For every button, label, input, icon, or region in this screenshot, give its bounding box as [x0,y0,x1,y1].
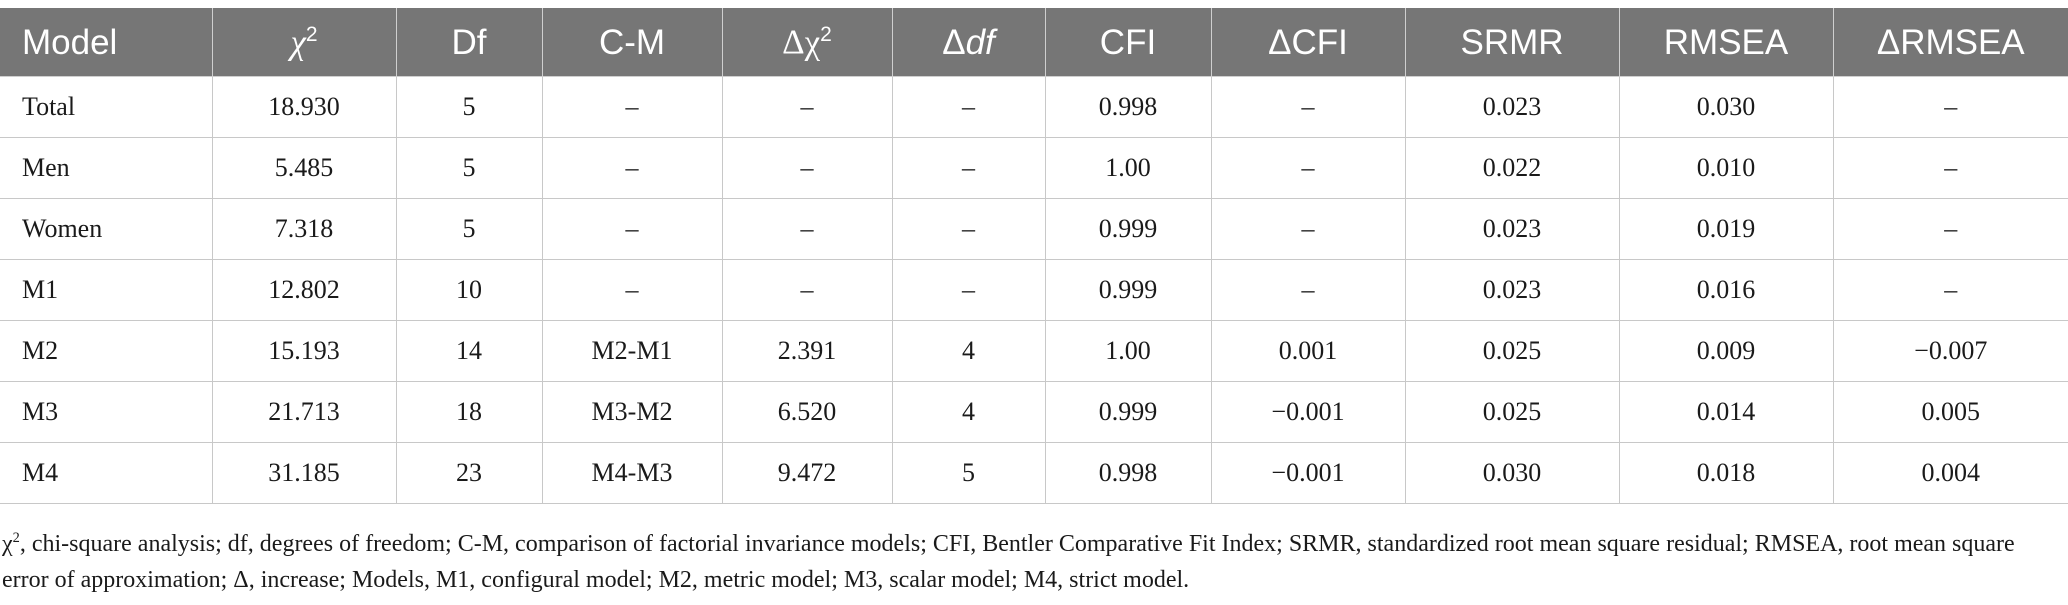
cell-cm: M2-M1 [542,321,722,382]
cell-delta-cfi: – [1211,138,1405,199]
cell-df: 18 [396,382,542,443]
header-delta-rmsea: ΔRMSEA [1833,8,2068,77]
table-row [0,382,2068,443]
cell-rmsea: 0.019 [1619,199,1833,260]
header-chi-square [212,8,396,77]
cell-delta-rmsea: 0.005 [1833,382,2068,443]
header-df: Df [396,8,542,77]
cell-df: 5 [396,199,542,260]
cell-delta-df: 4 [892,321,1045,382]
fit-indices-table [0,8,2068,504]
cell-cfi: 0.998 [1045,443,1211,504]
cell-delta-rmsea: 0.004 [1833,443,2068,504]
cell-df: 10 [396,260,542,321]
cell-cfi: 0.999 [1045,382,1211,443]
cell-cfi: 0.998 [1045,77,1211,138]
table-row [0,77,2068,138]
fit-indices-table-container [0,8,2068,504]
cell-chi-square: 18.930 [212,77,396,138]
cell-srmr: 0.023 [1405,260,1619,321]
cell-delta-df: – [892,77,1045,138]
cell-delta-chi-square: 9.472 [722,443,892,504]
cell-rmsea: 0.030 [1619,77,1833,138]
cell-delta-chi-square: – [722,199,892,260]
cell-delta-cfi: – [1211,199,1405,260]
cell-delta-cfi: −0.001 [1211,382,1405,443]
header-model: Model [0,8,212,77]
cell-cfi: 0.999 [1045,199,1211,260]
cell-cfi: 1.00 [1045,138,1211,199]
chi-superscript: 2 [305,23,318,47]
footnote-text: , chi-square analysis; df, degrees of freedom; C-M, comparison of factorial invariance models; CFI, Bentler Comparative Fit Index; SRMR, standardized root mean square residual; RMSEA, root mean square error of approximation; Δ, increase; Models, M1, configural model; M2, metric model; M3, scalar model; M4, strict model. [2,531,2015,593]
cell-delta-chi-square: 6.520 [722,382,892,443]
cell-chi-square: 12.802 [212,260,396,321]
footnote-chi-symbol: χ [2,531,13,557]
cell-rmsea: 0.010 [1619,138,1833,199]
delta-symbol: Δ [942,22,966,62]
header-delta-cfi: ΔCFI [1211,8,1405,77]
cell-chi-square: 31.185 [212,443,396,504]
cell-df: 23 [396,443,542,504]
cell-srmr: 0.023 [1405,77,1619,138]
cell-model: M2 [0,321,212,382]
chi-symbol: χ [290,22,306,62]
cell-model: Men [0,138,212,199]
cell-delta-df: 5 [892,443,1045,504]
cell-srmr: 0.030 [1405,443,1619,504]
cell-cm: – [542,199,722,260]
cell-delta-chi-square: – [722,138,892,199]
delta-chi-symbol: Δχ [782,22,821,62]
header-row [0,8,2068,77]
cell-delta-rmsea: – [1833,138,2068,199]
cell-rmsea: 0.014 [1619,382,1833,443]
cell-cm: – [542,138,722,199]
cell-delta-chi-square: 2.391 [722,321,892,382]
cell-cm: M4-M3 [542,443,722,504]
cell-cfi: 1.00 [1045,321,1211,382]
cell-chi-square: 5.485 [212,138,396,199]
cell-delta-cfi: −0.001 [1211,443,1405,504]
header-rmsea: RMSEA [1619,8,1833,77]
cell-delta-cfi: 0.001 [1211,321,1405,382]
cell-rmsea: 0.009 [1619,321,1833,382]
header-srmr: SRMR [1405,8,1619,77]
table-row [0,260,2068,321]
table-row [0,321,2068,382]
cell-df: 5 [396,138,542,199]
cell-model: M3 [0,382,212,443]
header-cfi: CFI [1045,8,1211,77]
cell-cfi: 0.999 [1045,260,1211,321]
cell-model: M1 [0,260,212,321]
cell-delta-rmsea: −0.007 [1833,321,2068,382]
table-row [0,138,2068,199]
table-row [0,443,2068,504]
cell-srmr: 0.022 [1405,138,1619,199]
cell-cm: – [542,260,722,321]
cell-delta-chi-square: – [722,77,892,138]
header-delta-df [892,8,1045,77]
cell-df: 14 [396,321,542,382]
table-footnote [2,520,2062,598]
header-delta-chi-square [722,8,892,77]
cell-df: 5 [396,77,542,138]
cell-delta-cfi: – [1211,260,1405,321]
cell-model: Total [0,77,212,138]
cell-srmr: 0.025 [1405,321,1619,382]
cell-cm: – [542,77,722,138]
cell-model: Women [0,199,212,260]
cell-delta-cfi: – [1211,77,1405,138]
df-italic: df [965,22,995,62]
table-row [0,199,2068,260]
delta-chi-superscript: 2 [820,23,832,47]
cell-delta-rmsea: – [1833,260,2068,321]
footnote-chi-superscript: 2 [12,530,20,546]
cell-delta-df: 4 [892,382,1045,443]
cell-delta-rmsea: – [1833,199,2068,260]
cell-delta-df: – [892,260,1045,321]
cell-delta-df: – [892,199,1045,260]
cell-srmr: 0.023 [1405,199,1619,260]
cell-rmsea: 0.016 [1619,260,1833,321]
cell-rmsea: 0.018 [1619,443,1833,504]
cell-delta-rmsea: – [1833,77,2068,138]
cell-srmr: 0.025 [1405,382,1619,443]
cell-chi-square: 21.713 [212,382,396,443]
cell-delta-chi-square: – [722,260,892,321]
header-cm: C-M [542,8,722,77]
cell-delta-df: – [892,138,1045,199]
cell-cm: M3-M2 [542,382,722,443]
cell-chi-square: 15.193 [212,321,396,382]
cell-model: M4 [0,443,212,504]
cell-chi-square: 7.318 [212,199,396,260]
